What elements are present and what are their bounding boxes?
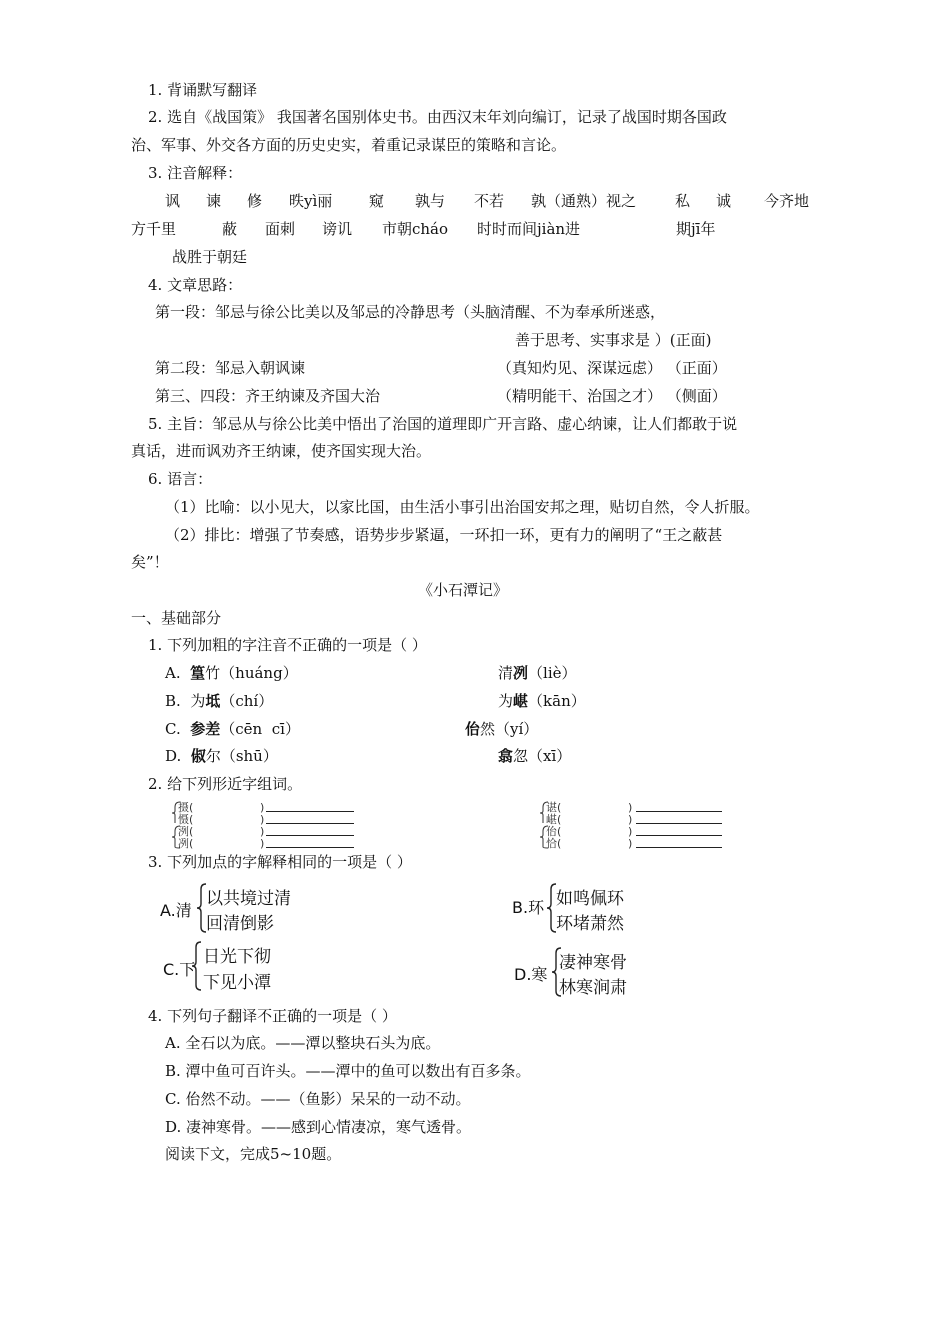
pron-word: 谤讥 <box>322 220 353 238</box>
option-label: D. <box>165 747 182 765</box>
answer-line[interactable] <box>266 811 354 812</box>
char: 恰 <box>546 837 557 850</box>
paren-close: ) <box>628 801 633 814</box>
question-1-stem: 1. 下列加粗的字注音不正确的一项是（ ） <box>148 636 427 654</box>
bold-char: 嵁 <box>513 692 529 710</box>
item-6: 6. 语言： <box>148 470 213 488</box>
answer-line[interactable] <box>266 823 354 824</box>
paren-close: ) <box>628 813 633 826</box>
pron-word: 蔽 <box>222 220 238 238</box>
option-text: （kān） <box>528 692 586 710</box>
option-label: C. <box>165 720 181 738</box>
option-text: （chí） <box>220 692 274 710</box>
pron-word: 孰（通熟）视之 <box>531 192 637 210</box>
paren-close: ) <box>628 825 633 838</box>
item-5-line-2: 真话，进而讽劝齐王纳谏，使齐国实现大治。 <box>131 442 432 460</box>
option-label: B.环 <box>512 898 545 917</box>
q2-right-row <box>546 802 561 813</box>
question-3-stem: 3. 下列加点的字解释相同的一项是（ ） <box>148 853 412 871</box>
part-heading: 一、基础部分 <box>131 609 222 627</box>
option-line: 凄神寒骨 <box>559 953 627 973</box>
option-line: 以共境过清 <box>206 889 291 909</box>
pron-word: 孰与 <box>415 192 446 210</box>
brace-icon <box>191 940 203 992</box>
option-line: 日光下彻 <box>203 947 271 967</box>
paren-close: ) <box>260 825 265 838</box>
item-6-2-line-2: 矣”！ <box>131 553 169 571</box>
item-6-2-line-1: （2）排比：增强了节奏感，语势步步紧逼，一环扣一环，更有力的阐明了“王之蔽甚 <box>165 526 723 544</box>
pron-word: 诚 <box>716 192 732 210</box>
q3-option-a <box>160 882 310 934</box>
option-text: 为 <box>498 692 514 710</box>
question-2-stem: 2. 给下列形近字组词。 <box>148 775 303 793</box>
answer-line[interactable] <box>636 847 722 848</box>
paren: ( <box>557 801 562 814</box>
char: 摄 <box>178 801 189 814</box>
q2-left-row <box>178 838 193 849</box>
option-label: A. <box>165 664 181 682</box>
pron-word: 方千里 <box>131 220 177 238</box>
option-text: 竹（huáng） <box>205 664 298 682</box>
q1-option-b-right <box>498 691 586 711</box>
q2-right-row <box>546 838 561 849</box>
paren-close: ) <box>260 837 265 850</box>
q1-option-d-right <box>498 746 571 766</box>
pron-word: 谏 <box>206 192 222 210</box>
q1-option-a-right <box>498 663 577 683</box>
q2-left-group <box>170 801 370 849</box>
pron-word: 讽 <box>165 192 181 210</box>
q2-left-row <box>178 826 193 837</box>
option-line: 林寒涧肃 <box>559 978 627 998</box>
pron-word: 昳yì丽 <box>289 192 333 210</box>
paragraph-2-note: （真知灼见、深谋远虑） （正面） <box>497 359 727 377</box>
paragraph-3-note: （精明能干、治国之才） （侧面） <box>497 387 727 405</box>
q2-left-row <box>178 814 193 825</box>
char: 谌 <box>546 801 557 814</box>
char: 嵁 <box>546 813 557 826</box>
option-line: 如鸣佩环 <box>556 889 624 909</box>
answer-line[interactable] <box>266 835 354 836</box>
q2-right-row <box>546 814 561 825</box>
bold-char: 参差 <box>190 720 221 738</box>
bold-char: 翕 <box>498 747 514 765</box>
option-line: 回清倒影 <box>206 914 274 934</box>
bold-char: 坻 <box>205 692 221 710</box>
pron-word: 窥 <box>369 192 385 210</box>
option-label: D.寒 <box>514 965 548 984</box>
char: 冽 <box>178 837 189 850</box>
paragraph-1-outline-cont: 善于思考、实事求是 ）(正面) <box>515 331 712 349</box>
paren: ( <box>189 813 194 826</box>
paren: ( <box>557 813 562 826</box>
pron-word: 修 <box>247 192 263 210</box>
paren-close: ) <box>628 837 633 850</box>
q2-right-group <box>538 801 738 849</box>
q1-option-c <box>165 719 300 739</box>
answer-line[interactable] <box>636 823 722 824</box>
q1-option-b <box>165 691 273 711</box>
paren-close: ) <box>260 813 265 826</box>
item-2-line-2: 治、军事、外交各方面的历史史实，着重记录谋臣的策略和言论。 <box>131 136 567 154</box>
paren: ( <box>189 801 194 814</box>
answer-line[interactable] <box>636 811 722 812</box>
paren: ( <box>189 825 194 838</box>
item-2-line-1: 2. 选自《战国策》 我国著名国别体史书。由西汉末年刘向编订，记录了战国时期各国政 <box>148 108 727 126</box>
bold-char: 佁 <box>465 720 481 738</box>
answer-line[interactable] <box>266 847 354 848</box>
paren-close: ) <box>260 801 265 814</box>
option-line: 环堵萧然 <box>556 914 624 934</box>
pron-word: 战胜于朝廷 <box>172 248 248 266</box>
pron-word: 不若 <box>474 192 505 210</box>
paren: ( <box>557 825 562 838</box>
q2-left-row <box>178 802 193 813</box>
char: 慑 <box>178 813 189 826</box>
pron-word: 市朝cháo <box>382 220 449 238</box>
q2-right-row <box>546 826 561 837</box>
q4-option-d: D. 凄神寒骨。——感到心情凄凉，寒气透骨。 <box>165 1118 472 1136</box>
q3-option-d <box>514 946 664 998</box>
option-text: 忽（xī） <box>513 747 572 765</box>
option-line: 下见小潭 <box>203 973 271 993</box>
item-6-1: （1）比喻：以小见大，以家比国，由生活小事引出治国安邦之理，贴切自然，令人折服。 <box>165 498 760 516</box>
q4-option-c: C. 佁然不动。——（鱼影）呆呆的一动不动。 <box>165 1090 471 1108</box>
bold-char: 篁 <box>190 664 206 682</box>
item-1: 1. 背诵默写翻译 <box>148 81 258 99</box>
option-text: （liè） <box>528 664 577 682</box>
char: 洌 <box>178 825 189 838</box>
option-text: 为 <box>190 692 206 710</box>
q3-option-c <box>163 940 313 992</box>
pron-word: 时时而间jiàn进 <box>477 220 581 238</box>
option-text: （cēn cī） <box>220 720 300 738</box>
option-text: 清 <box>498 664 514 682</box>
bold-char: 冽 <box>513 664 529 682</box>
option-label: C.下 <box>163 960 196 979</box>
paragraph-3-outline: 第三、四段：齐王纳谏及齐国大治 <box>155 387 381 405</box>
reading-prompt: 阅读下文，完成5~10题。 <box>165 1145 342 1163</box>
pron-word: 期jī年 <box>676 220 716 238</box>
answer-line[interactable] <box>636 835 722 836</box>
item-3: 3. 注音解释： <box>148 164 243 182</box>
item-4: 4. 文章思路： <box>148 276 243 294</box>
paren: ( <box>557 837 562 850</box>
section-title: 《小石潭记》 <box>418 581 509 599</box>
bold-char: 俶 <box>190 747 206 765</box>
pron-word: 面刺 <box>265 220 296 238</box>
paren: ( <box>189 837 194 850</box>
pron-word: 私 <box>675 192 691 210</box>
option-label: A.清 <box>160 901 192 920</box>
char: 佁 <box>546 825 557 838</box>
q4-option-b: B. 潭中鱼可百许头。——潭中的鱼可以数出有百多条。 <box>165 1062 531 1080</box>
q1-option-a <box>165 663 298 683</box>
q4-option-a: A. 全石以为底。——潭以整块石头为底。 <box>165 1034 441 1052</box>
pron-word: 今齐地 <box>764 192 810 210</box>
q1-option-d <box>165 746 278 766</box>
paragraph-1-outline: 第一段：邹忌与徐公比美以及邹忌的冷静思考（头脑清醒、不为奉承所迷惑， <box>155 303 666 321</box>
q1-option-c-right <box>465 719 538 739</box>
item-5-line-1: 5. 主旨：邹忌从与徐公比美中悟出了治国的道理即广开言路、虚心纳谏，让人们都敢于说 <box>148 415 738 433</box>
option-label: B. <box>165 692 181 710</box>
option-text: 然（yí） <box>480 720 539 738</box>
paragraph-2-outline: 第二段：邹忌入朝讽谏 <box>155 359 306 377</box>
question-4-stem: 4. 下列句子翻译不正确的一项是（ ） <box>148 1007 397 1025</box>
option-text: 尔（shū） <box>205 747 278 765</box>
q3-option-b <box>512 882 662 934</box>
